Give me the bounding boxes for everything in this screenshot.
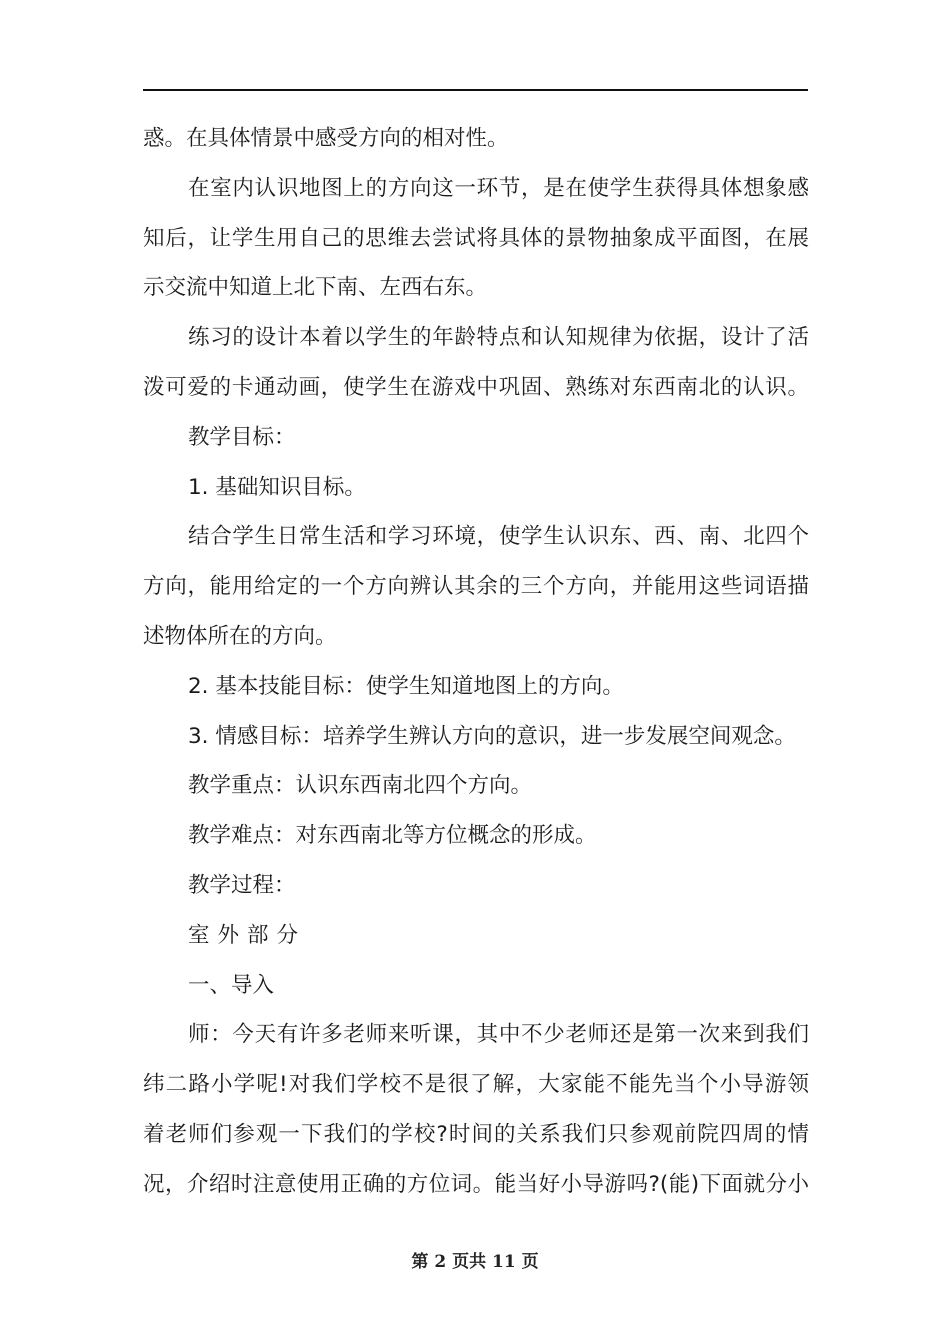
text-line: 泼可爱的卡通动画，使学生在游戏中巩固、熟练对东西南北的认识。 xyxy=(143,374,809,400)
section-heading: 教学过程： xyxy=(188,872,296,898)
text-line: 知后，让学生用自己的思维去尝试将具体的景物抽象成平面图，在展 xyxy=(143,225,809,251)
text-line: 纬二路小学呢!对我们学校不是很了解，大家能不能先当个小导游领 xyxy=(143,1072,809,1098)
text-line: 述物体所在的方向。 xyxy=(143,623,337,649)
page-number: 第 2 页共 11 页 xyxy=(411,1252,539,1272)
section-heading: 教学目标： xyxy=(188,424,296,450)
text-line: 着老师们参观一下我们的学校?时间的关系我们只参观前院四周的情 xyxy=(143,1121,809,1147)
section-heading: 室外部分 xyxy=(188,922,307,948)
text-line: 教学重点：认识东西南北四个方向。 xyxy=(188,773,533,799)
header-rule xyxy=(143,89,808,91)
text-line: 在室内认识地图上的方向这一环节，是在使学生获得具体想象感 xyxy=(188,175,809,201)
text-line: 方向，能用给定的一个方向辨认其余的三个方向，并能用这些词语描 xyxy=(143,574,809,600)
text-line: 惑。在具体情景中感受方向的相对性。 xyxy=(143,126,509,151)
list-item: 1. 基础知识目标。 xyxy=(188,474,366,500)
text-line: 结合学生日常生活和学习环境，使学生认识东、西、南、北四个 xyxy=(188,524,809,550)
document-body xyxy=(143,114,809,1210)
text-line: 师：今天有许多老师来听课，其中不少老师还是第一次来到我们 xyxy=(188,1022,809,1048)
list-item: 3. 情感目标：培养学生辨认方向的意识，进一步发展空间观念。 xyxy=(188,723,796,749)
list-item: 2. 基本技能目标：使学生知道地图上的方向。 xyxy=(188,673,624,699)
text-line: 示交流中知道上北下南、左西右东。 xyxy=(143,275,488,301)
section-heading: 一、导入 xyxy=(188,972,275,998)
text-line: 练习的设计本着以学生的年龄特点和认知规律为依据，设计了活 xyxy=(188,325,809,351)
text-line: 况，介绍时注意使用正确的方位词。能当好小导游吗?(能)下面就分小 xyxy=(143,1171,809,1197)
text-line: 教学难点：对东西南北等方位概念的形成。 xyxy=(188,823,597,849)
